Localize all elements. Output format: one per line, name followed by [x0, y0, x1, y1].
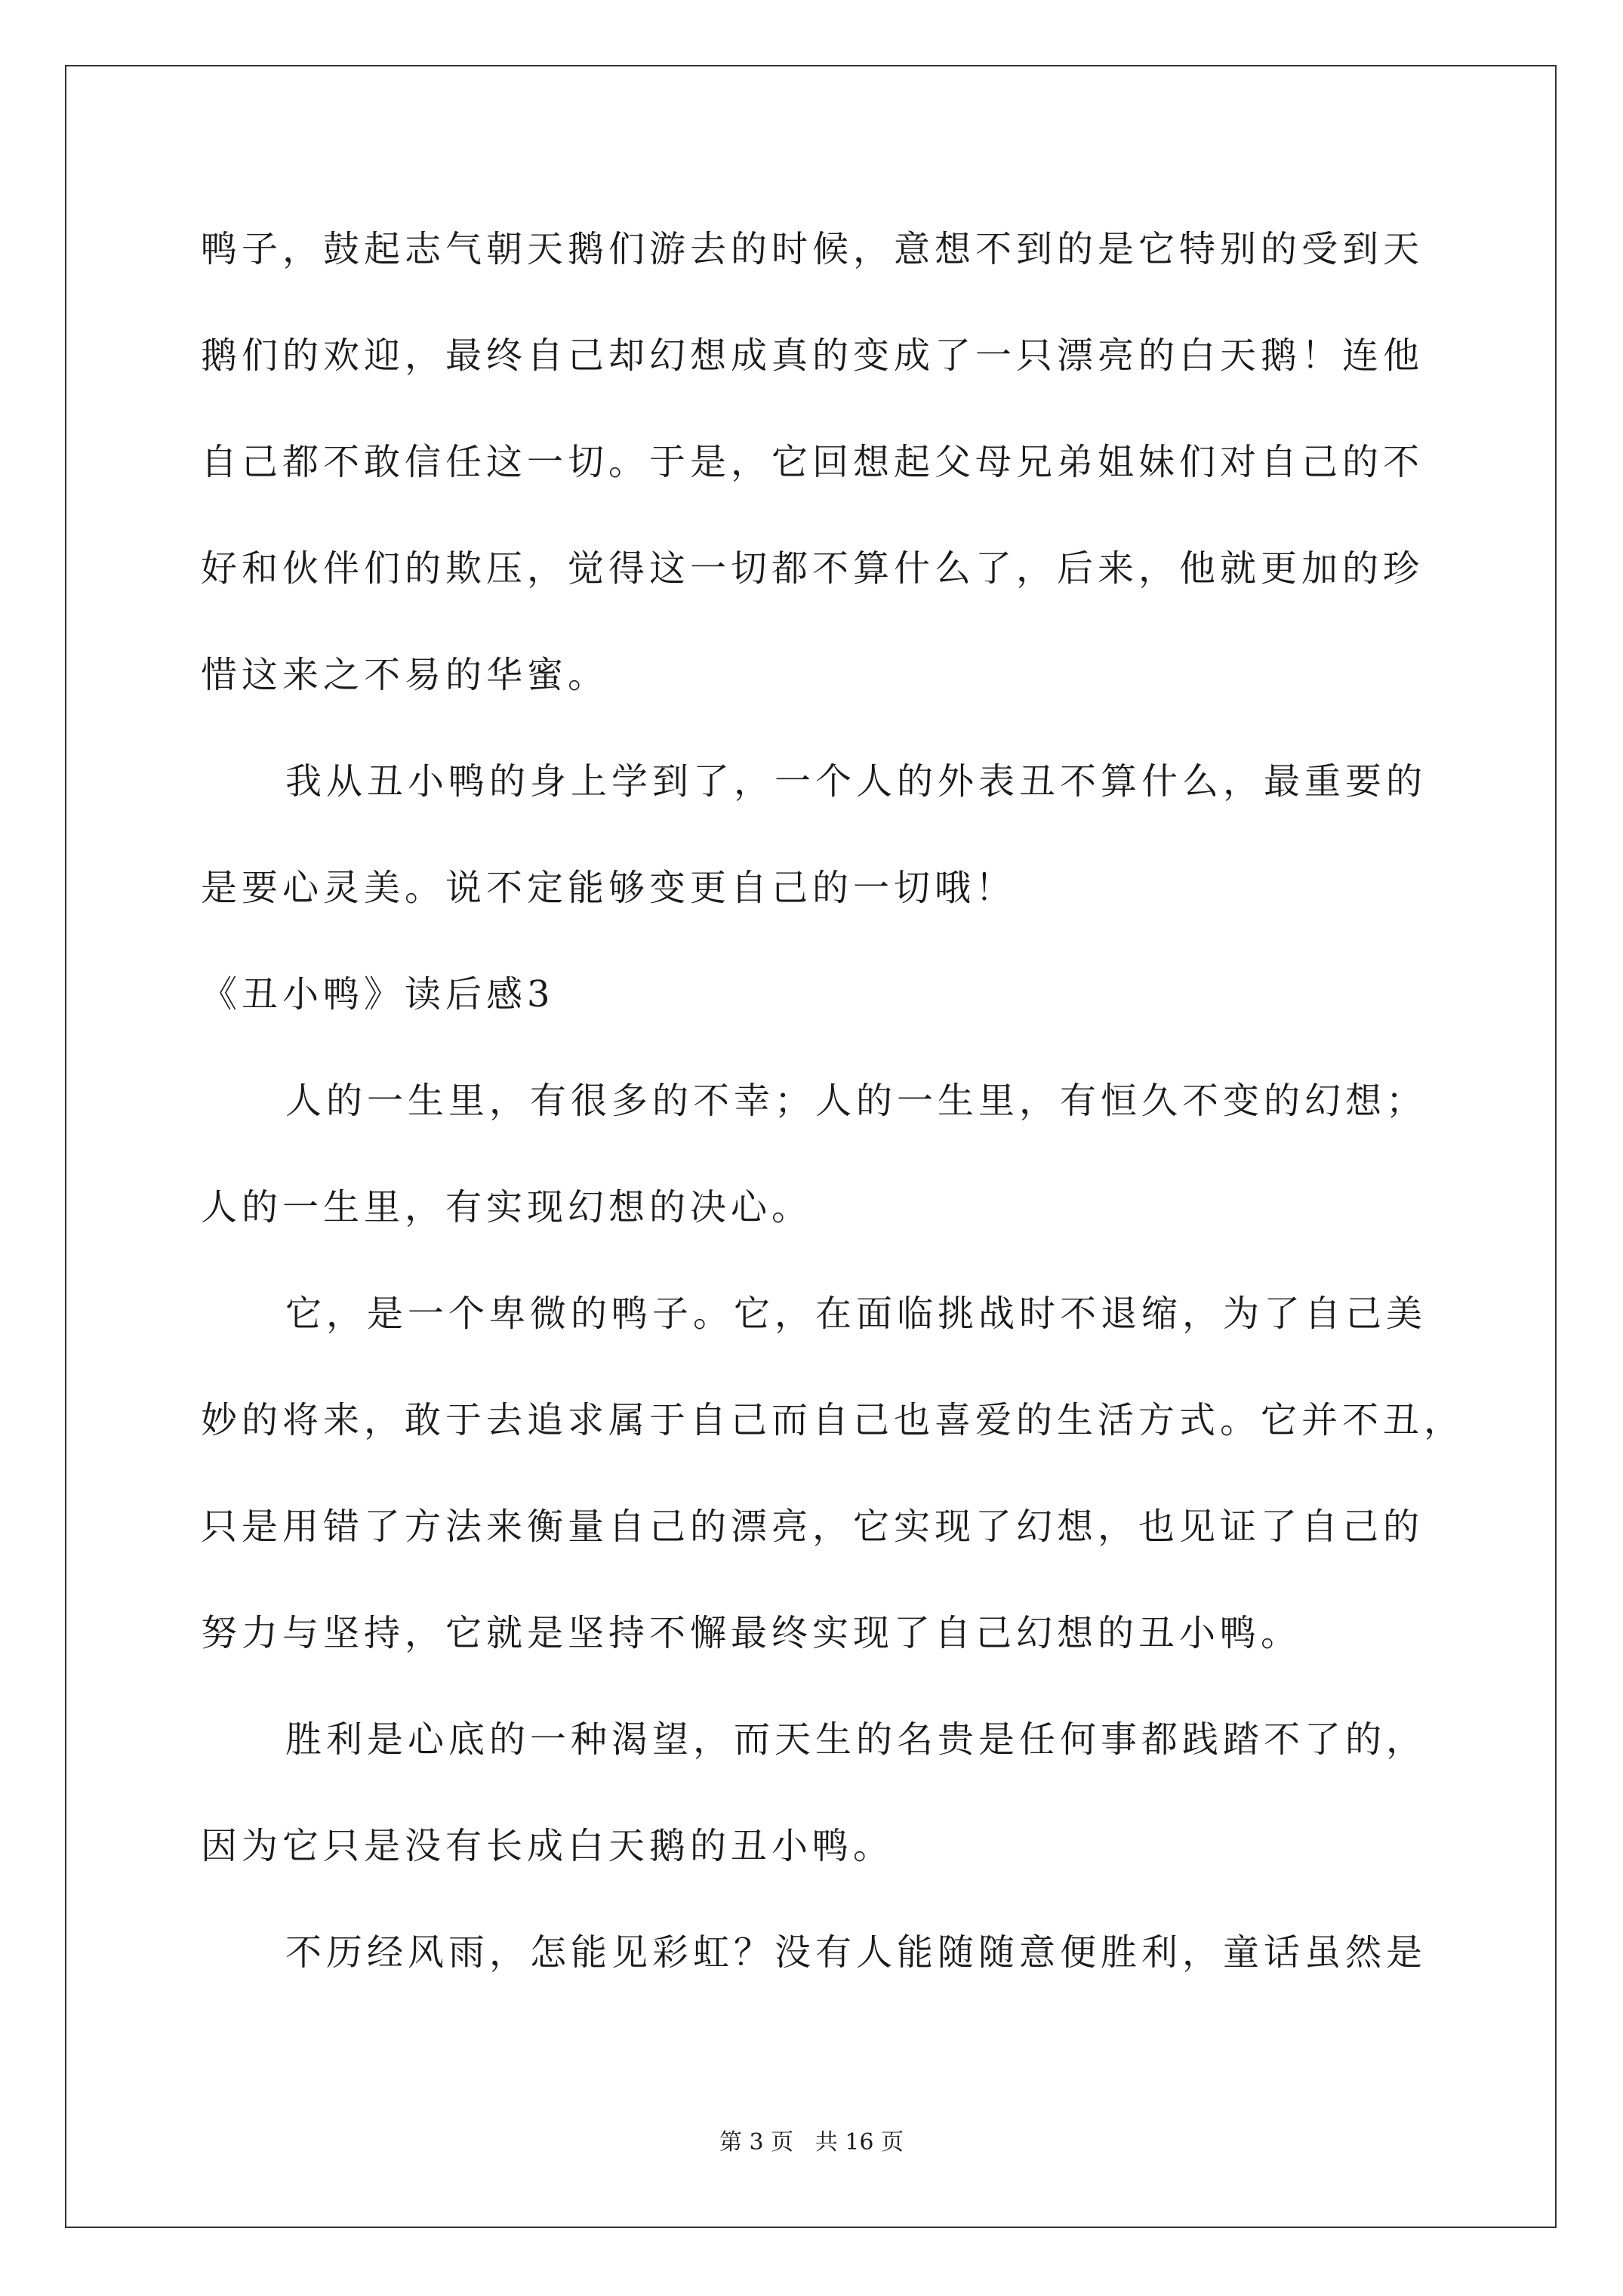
paragraph-first-line: 人的一生里，有很多的不幸；人的一生里，有恒久不变的幻想；: [285, 1080, 1427, 1122]
body-line: 鸭子，鼓起志气朝天鹅们游去的时候，意想不到的是它特别的受到天: [201, 228, 1424, 270]
body-line: 鹅们的欢迎，最终自己却幻想成真的变成了一只漂亮的白天鹅！连他: [201, 334, 1424, 377]
page-number-footer: 第 3 页 共 16 页: [719, 2129, 904, 2156]
paragraph-first-line: 我从丑小鸭的身上学到了，一个人的外表丑不算什么，最重要的: [285, 760, 1427, 803]
body-line: 自己都不敢信任这一切。于是，它回想起父母兄弟姐妹们对自己的不: [201, 441, 1424, 483]
body-line: 妙的将来，敢于去追求属于自己而自己也喜爱的生活方式。它并不丑，: [201, 1399, 1465, 1441]
paragraph-first-line: 不历经风雨，怎能见彩虹？没有人能随随意便胜利，童话虽然是: [285, 1931, 1427, 1974]
body-line: 只是用错了方法来衡量自己的漂亮，它实现了幻想，也见证了自己的: [201, 1505, 1424, 1548]
paragraph-first-line: 它，是一个卑微的鸭子。它，在面临挑战时不退缩，为了自己美: [285, 1293, 1427, 1335]
body-line: 惜这来之不易的华蜜。: [201, 654, 609, 696]
paragraph-first-line: 胜利是心底的一种渴望，而天生的名贵是任何事都践踏不了的，: [285, 1718, 1427, 1761]
body-line: 好和伙伴们的欺压，觉得这一切都不算什么了，后来，他就更加的珍: [201, 547, 1424, 590]
body-line: 是要心灵美。说不定能够变更自己的一切哦！: [201, 867, 1017, 909]
body-line: 因为它只是没有长成白天鹅的丑小鸭。: [201, 1825, 895, 1867]
body-line: 努力与坚持，它就是坚持不懈最终实现了自己幻想的丑小鸭。: [201, 1612, 1302, 1654]
body-line: 人的一生里，有实现幻想的决心。: [201, 1186, 813, 1228]
section-heading: 《丑小鸭》读后感3: [201, 973, 555, 1015]
page-border: [65, 65, 1557, 2228]
